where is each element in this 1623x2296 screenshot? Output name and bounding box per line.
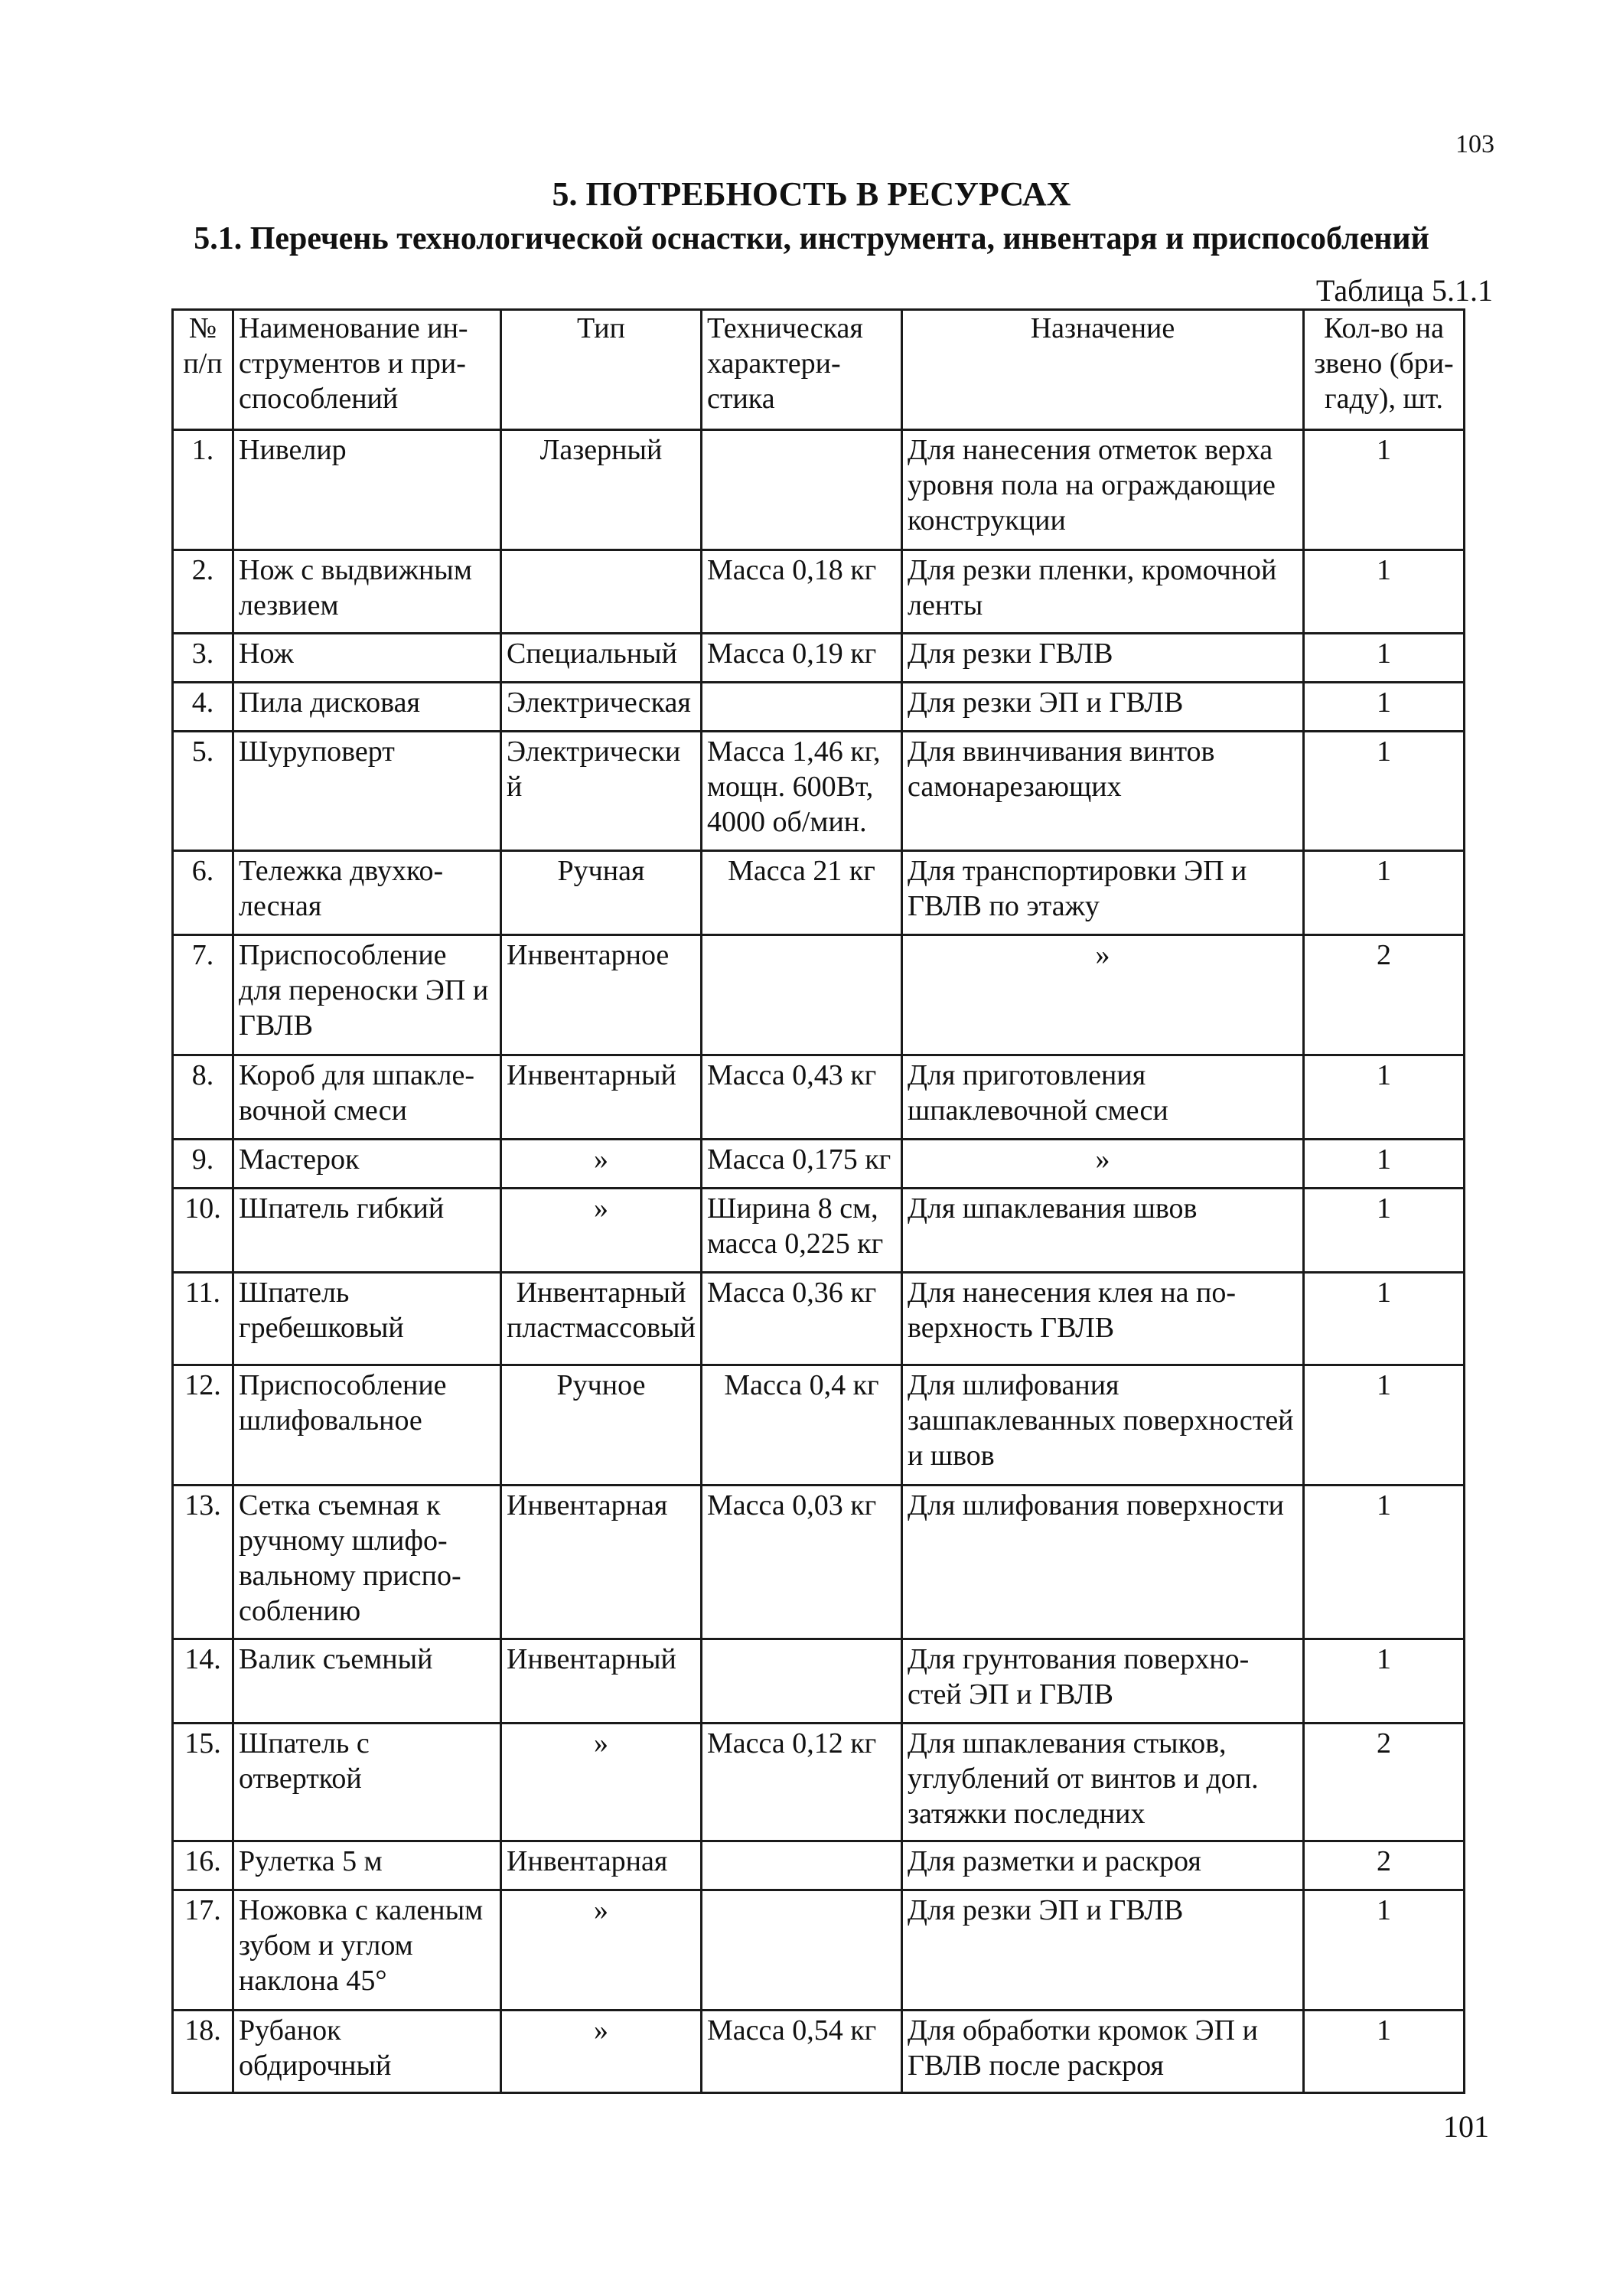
cell-spec: Масса 0,175 кг — [702, 1140, 902, 1189]
cell-name: Приспособление для переноски ЭП и ГВЛВ — [233, 935, 501, 1055]
cell-type: Инвентарный — [501, 1055, 702, 1140]
table-row — [173, 851, 1465, 935]
cell-qty: 2 — [1304, 1841, 1465, 1890]
cell-qty: 1 — [1304, 683, 1465, 732]
cell-spec — [702, 1639, 902, 1724]
table-row — [173, 2011, 1465, 2093]
table-row — [173, 1140, 1465, 1189]
cell-spec: Масса 0,18 кг — [702, 550, 902, 634]
cell-purpose: Для резки пленки, кромочной ленты — [902, 550, 1304, 634]
cell-name: Тележка двухко-лесная — [233, 851, 501, 935]
subsection-title: 5.1. Перечень технологической оснастки, инструмента, инвентаря и приспособлений — [194, 221, 1429, 256]
header-qty: Кол-во на звено (бри-гаду), шт. — [1304, 310, 1465, 430]
cell-name: Ножовка с каленым зубом и углом наклона 45° — [233, 1890, 501, 2011]
cell-name: Нож — [233, 634, 501, 683]
cell-spec — [702, 1890, 902, 2011]
cell-name: Рулетка 5 м — [233, 1841, 501, 1890]
header-spec: Техническая характери-стика — [702, 310, 902, 430]
cell-purpose: Для шлифования зашпаклеванных поверхностей и швов — [902, 1365, 1304, 1486]
cell-purpose: » — [902, 935, 1304, 1055]
cell-name: Шпатель с отверткой — [233, 1724, 501, 1841]
cell-name: Нож с выдвижным лезвием — [233, 550, 501, 634]
cell-purpose: Для шлифования поверхности — [902, 1486, 1304, 1639]
cell-spec: Масса 0,4 кг — [702, 1365, 902, 1486]
cell-num: 2. — [173, 550, 233, 634]
cell-qty: 1 — [1304, 1055, 1465, 1140]
cell-num: 16. — [173, 1841, 233, 1890]
table-row — [173, 683, 1465, 732]
section-title: 5. ПОТРЕБНОСТЬ В РЕСУРСАХ — [552, 175, 1071, 213]
table-row — [173, 1890, 1465, 2011]
cell-type: Электрическая — [501, 683, 702, 732]
cell-purpose: Для ввинчивания винтов самонарезающих — [902, 732, 1304, 851]
cell-num: 7. — [173, 935, 233, 1055]
cell-purpose: Для разметки и раскроя — [902, 1841, 1304, 1890]
cell-type: » — [501, 1890, 702, 2011]
cell-qty: 1 — [1304, 550, 1465, 634]
cell-purpose: Для транспортировки ЭП и ГВЛВ по этажу — [902, 851, 1304, 935]
cell-type: » — [501, 2011, 702, 2093]
cell-spec: Ширина 8 см, масса 0,225 кг — [702, 1189, 902, 1273]
cell-qty: 1 — [1304, 1639, 1465, 1724]
header-num: № п/п — [173, 310, 233, 430]
cell-num: 3. — [173, 634, 233, 683]
table-header-row — [173, 310, 1465, 430]
cell-name: Сетка съемная к ручному шлифо-вальному приспо-соблению — [233, 1486, 501, 1639]
bottom-page-number: 101 — [1443, 2109, 1489, 2144]
cell-name: Рубанок обдирочный — [233, 2011, 501, 2093]
cell-num: 4. — [173, 683, 233, 732]
cell-purpose: Для нанесения отметок верха уровня пола на ограждающие конструкции — [902, 430, 1304, 550]
table-row — [173, 732, 1465, 851]
cell-purpose: Для обработки кромок ЭП и ГВЛВ после раскроя — [902, 2011, 1304, 2093]
header-name: Наименование ин-струментов и при-способлений — [233, 310, 501, 430]
cell-type: Электрический — [501, 732, 702, 851]
cell-name: Шпатель гребешковый — [233, 1273, 501, 1365]
table-row — [173, 1189, 1465, 1273]
table-row — [173, 1365, 1465, 1486]
cell-num: 5. — [173, 732, 233, 851]
cell-num: 6. — [173, 851, 233, 935]
cell-qty: 1 — [1304, 1486, 1465, 1639]
cell-name: Мастерок — [233, 1140, 501, 1189]
cell-type: Специальный — [501, 634, 702, 683]
cell-num: 13. — [173, 1486, 233, 1639]
cell-qty: 1 — [1304, 634, 1465, 683]
table-row — [173, 1486, 1465, 1639]
cell-spec — [702, 430, 902, 550]
cell-num: 1. — [173, 430, 233, 550]
table-row — [173, 430, 1465, 550]
cell-name: Короб для шпакле-вочной смеси — [233, 1055, 501, 1140]
header-purpose: Назначение — [902, 310, 1304, 430]
resources-table — [171, 308, 1465, 2094]
cell-qty: 1 — [1304, 851, 1465, 935]
cell-name: Нивелир — [233, 430, 501, 550]
table-caption: Таблица 5.1.1 — [1315, 273, 1493, 308]
cell-num: 14. — [173, 1639, 233, 1724]
cell-qty: 1 — [1304, 1140, 1465, 1189]
cell-type: » — [501, 1140, 702, 1189]
cell-qty: 1 — [1304, 1890, 1465, 2011]
cell-spec: Масса 0,03 кг — [702, 1486, 902, 1639]
table-row — [173, 1639, 1465, 1724]
cell-qty: 1 — [1304, 430, 1465, 550]
cell-name: Шуруповерт — [233, 732, 501, 851]
cell-qty: 1 — [1304, 1273, 1465, 1365]
cell-type: Инвентарная — [501, 1486, 702, 1639]
table-row — [173, 1273, 1465, 1365]
table-row — [173, 634, 1465, 683]
cell-purpose: Для шпаклевания стыков, углублений от винтов и доп. затяжки последних — [902, 1724, 1304, 1841]
cell-spec: Масса 0,54 кг — [702, 2011, 902, 2093]
cell-num: 17. — [173, 1890, 233, 2011]
cell-type: Инвентарное — [501, 935, 702, 1055]
cell-purpose: Для грунтования поверхно-стей ЭП и ГВЛВ — [902, 1639, 1304, 1724]
cell-spec: Масса 0,43 кг — [702, 1055, 902, 1140]
cell-name: Шпатель гибкий — [233, 1189, 501, 1273]
cell-spec — [702, 683, 902, 732]
cell-name: Пила дисковая — [233, 683, 501, 732]
cell-qty: 1 — [1304, 732, 1465, 851]
cell-qty: 1 — [1304, 1189, 1465, 1273]
cell-purpose: Для резки ГВЛВ — [902, 634, 1304, 683]
cell-type: Ручное — [501, 1365, 702, 1486]
cell-spec — [702, 935, 902, 1055]
cell-num: 15. — [173, 1724, 233, 1841]
cell-name: Валик съемный — [233, 1639, 501, 1724]
cell-spec: Масса 1,46 кг, мощн. 600Вт, 4000 об/мин. — [702, 732, 902, 851]
cell-num: 18. — [173, 2011, 233, 2093]
cell-qty: 1 — [1304, 1365, 1465, 1486]
cell-purpose: Для нанесения клея на по-верхность ГВЛВ — [902, 1273, 1304, 1365]
cell-purpose: » — [902, 1140, 1304, 1189]
cell-qty: 1 — [1304, 2011, 1465, 2093]
cell-num: 10. — [173, 1189, 233, 1273]
top-page-number: 103 — [1455, 130, 1494, 158]
cell-type — [501, 550, 702, 634]
cell-type: Инвентарный — [501, 1639, 702, 1724]
cell-spec: Масса 0,19 кг — [702, 634, 902, 683]
cell-qty: 2 — [1304, 1724, 1465, 1841]
cell-type: Инвентарный пластмассовый — [501, 1273, 702, 1365]
table-row — [173, 550, 1465, 634]
cell-num: 8. — [173, 1055, 233, 1140]
header-type: Тип — [501, 310, 702, 430]
cell-type: Инвентарная — [501, 1841, 702, 1890]
cell-type: Ручная — [501, 851, 702, 935]
table-row — [173, 935, 1465, 1055]
cell-name: Приспособление шлифовальное — [233, 1365, 501, 1486]
cell-type: Лазерный — [501, 430, 702, 550]
cell-num: 9. — [173, 1140, 233, 1189]
cell-type: » — [501, 1189, 702, 1273]
cell-purpose: Для шпаклевания швов — [902, 1189, 1304, 1273]
cell-purpose: Для резки ЭП и ГВЛВ — [902, 1890, 1304, 2011]
table-row — [173, 1055, 1465, 1140]
cell-type: » — [501, 1724, 702, 1841]
cell-purpose: Для приготовления шпаклевочной смеси — [902, 1055, 1304, 1140]
cell-qty: 2 — [1304, 935, 1465, 1055]
cell-num: 12. — [173, 1365, 233, 1486]
table-row — [173, 1841, 1465, 1890]
cell-spec: Масса 21 кг — [702, 851, 902, 935]
cell-spec: Масса 0,12 кг — [702, 1724, 902, 1841]
cell-spec: Масса 0,36 кг — [702, 1273, 902, 1365]
table-row — [173, 1724, 1465, 1841]
cell-spec — [702, 1841, 902, 1890]
cell-purpose: Для резки ЭП и ГВЛВ — [902, 683, 1304, 732]
cell-num: 11. — [173, 1273, 233, 1365]
